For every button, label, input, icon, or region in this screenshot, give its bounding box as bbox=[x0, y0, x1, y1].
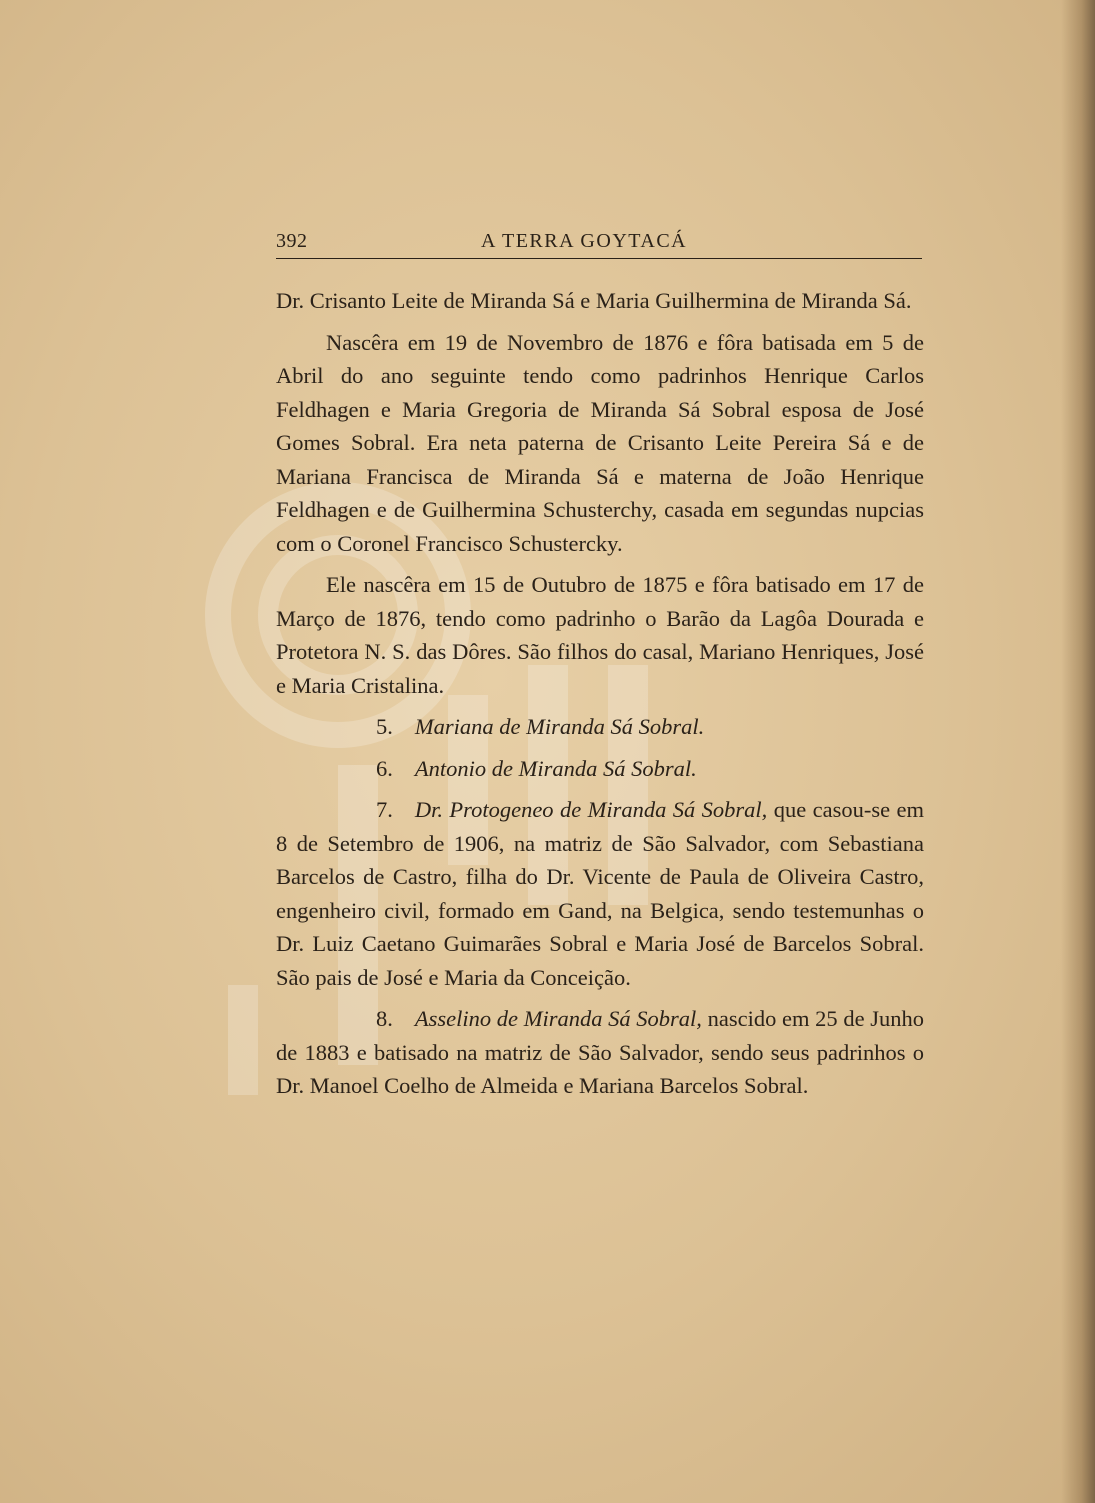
paragraph-1: Dr. Crisanto Leite de Miranda Sá e Maria Guilhermina de Miranda Sá. bbox=[276, 288, 912, 313]
page-header bbox=[276, 228, 922, 259]
list-item-8 bbox=[276, 1002, 924, 1103]
item-text: que casou-se em 8 de Setembro de 1906, na matriz de São Salvador, com Sebastiana Barcelos de Castro, filha do Dr. Vicente de Paula de Oliveira Castro, engenheiro civil, formado em Gand, na Belgica, sendo testemunhas o Dr. Luiz Caetano Guimarães Sobral e Maria José de Barcelos Sobral. São pais de José e Maria da Conceição. bbox=[276, 797, 924, 990]
item-number: 6. bbox=[376, 755, 393, 781]
list-item-7 bbox=[276, 793, 924, 994]
item-number: 7. bbox=[376, 797, 393, 822]
item-name: Dr. Protogeneo de Miranda Sá Sobral, bbox=[414, 797, 768, 822]
page-number: 392 bbox=[276, 230, 308, 252]
item-text: nascido em 25 de Junho de 1883 e batisado na matriz de São Salvador, sendo seus padrinhos o Dr. Manoel Coelho de Almeida e Mariana Barcelos Sobral. bbox=[276, 1006, 924, 1098]
item-name: Mariana de Miranda Sá Sobral. bbox=[414, 714, 705, 739]
item-name: Antonio de Miranda Sá Sobral. bbox=[414, 755, 697, 781]
paragraph-3: Ele nascêra em 15 de Outubro de 1875 e fôra batisado em 17 de Março de 1876, tendo como padrinho o Barão da Lagôa Dourada e Protetora N. S. das Dôres. São filhos do casal, Mariano Henriques, José e Maria Cristalina. bbox=[276, 572, 924, 698]
body-text bbox=[276, 284, 924, 1103]
list-item-6 bbox=[276, 752, 924, 786]
paragraph-2: Nascêra em 19 de Novembro de 1876 e fôra batisada em 5 de Abril do ano seguinte tendo como padrinhos Henrique Carlos Feldhagen e Maria Gregoria de Miranda Sá Sobral esposa de José Gomes Sobral. Era neta paterna de Crisanto Leite Pereira Sá e de Mariana Francisca de Miranda Sá e materna de João Henrique Feldhagen e de Guilhermina Schusterchy, casada em segundas nupcias com o Coronel Francisco Schustercky. bbox=[276, 329, 924, 556]
page-edge-shadow bbox=[1061, 0, 1095, 1503]
item-number: 5. bbox=[376, 714, 393, 739]
list-item-5 bbox=[276, 710, 924, 744]
item-number: 8. bbox=[376, 1006, 393, 1031]
running-title: A TERRA GOYTACÁ bbox=[481, 230, 688, 252]
item-name: Asselino de Miranda Sá Sobral, bbox=[414, 1006, 702, 1031]
